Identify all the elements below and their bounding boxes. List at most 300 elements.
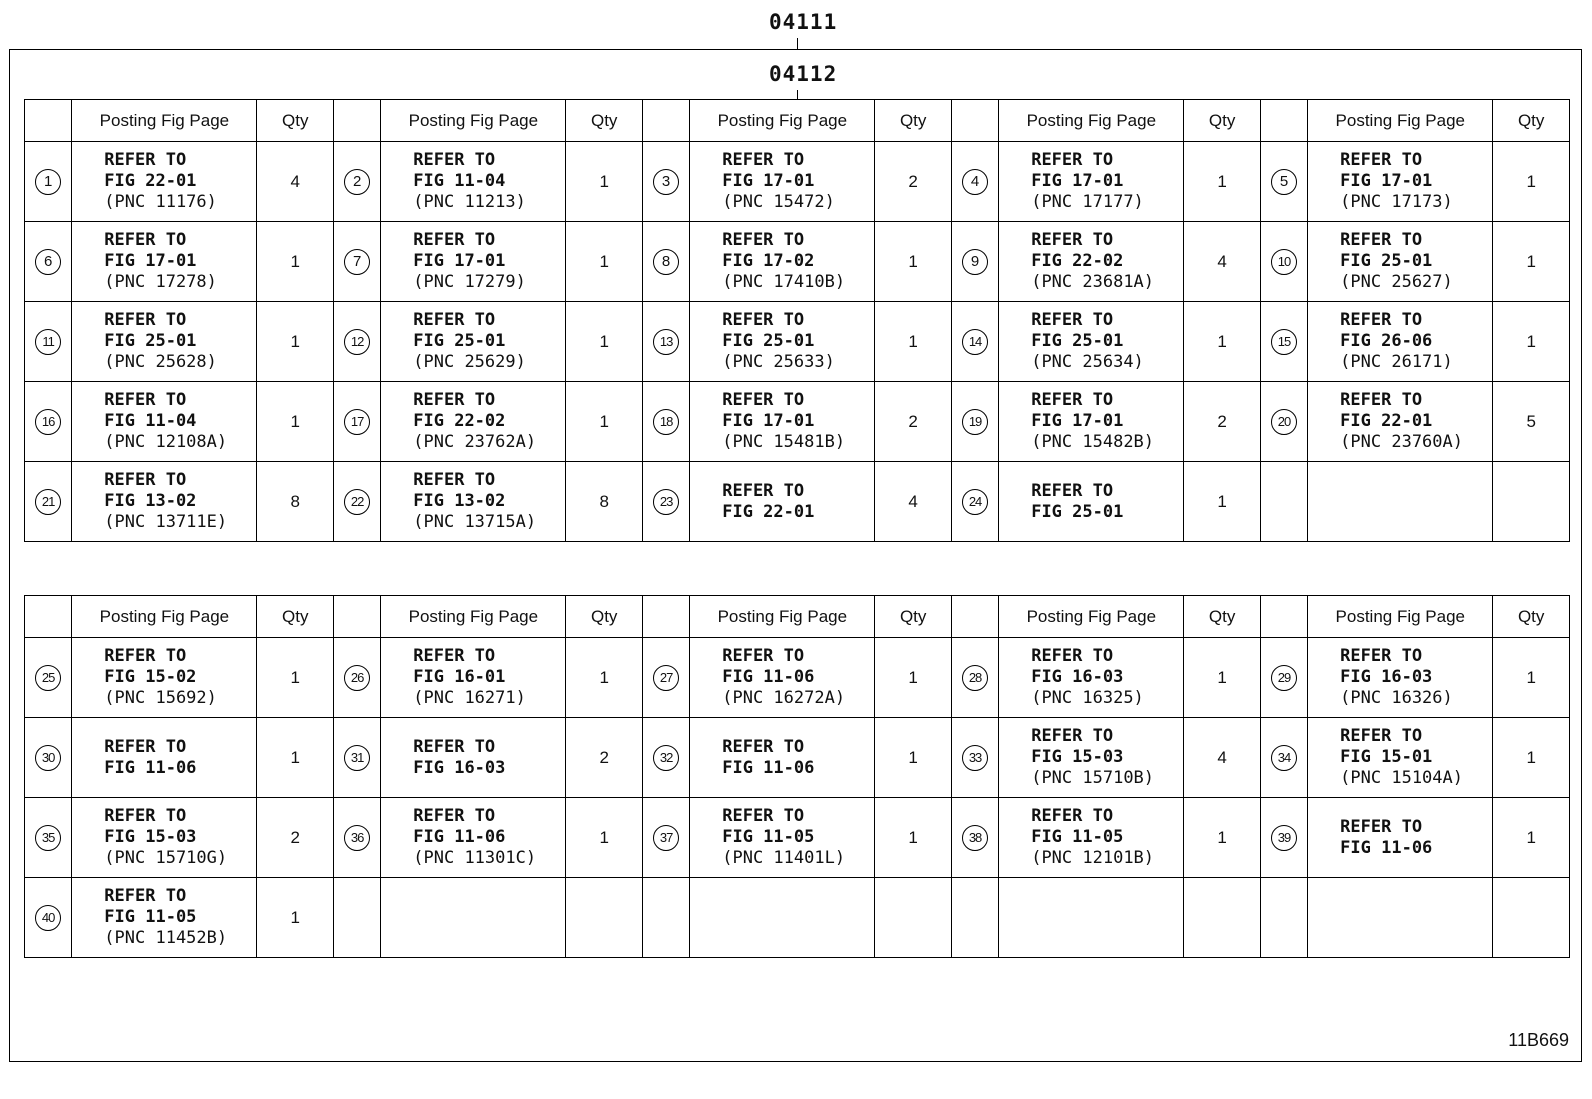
header-number-cell: [25, 100, 72, 142]
ref-number-cell: [642, 878, 689, 958]
posting-fig-cell: [1308, 382, 1493, 462]
header-number-cell: [642, 100, 689, 142]
refer-to-label: REFER TO: [1031, 646, 1114, 666]
posting-fig-cell: [999, 462, 1184, 542]
posting-fig-cell: [690, 382, 875, 462]
header-qty: Qty: [1184, 596, 1260, 638]
posting-fig-cell: [381, 142, 566, 222]
ref-number-cell: [1260, 302, 1307, 382]
pnc-reference: (PNC 15482B): [1031, 432, 1155, 452]
fig-reference: FIG 17-01: [1340, 171, 1433, 191]
fig-reference: FIG 17-01: [722, 171, 815, 191]
refer-to-label: REFER TO: [1031, 230, 1114, 250]
fig-reference: FIG 22-01: [1340, 411, 1433, 431]
refer-to-label: REFER TO: [104, 230, 187, 250]
ref-number-cell: [333, 222, 380, 302]
pnc-reference: (PNC 17173): [1340, 192, 1453, 212]
header-posting-fig-page: Posting Fig Page: [72, 100, 257, 142]
posting-fig-cell: [690, 638, 875, 718]
reference-table-upper: [24, 99, 1570, 542]
header-posting-fig-page: Posting Fig Page: [72, 596, 257, 638]
posting-fig-cell: [381, 462, 566, 542]
ref-number-cell: [1260, 142, 1307, 222]
fig-reference: FIG 25-01: [722, 331, 815, 351]
qty-cell: 1: [875, 302, 951, 382]
fig-reference: FIG 15-01: [1340, 747, 1433, 767]
posting-fig-cell: [381, 638, 566, 718]
ref-number-callout: 34: [1271, 745, 1297, 771]
ref-number-cell: [642, 718, 689, 798]
refer-to-label: REFER TO: [413, 230, 496, 250]
posting-fig-cell: [72, 142, 257, 222]
fig-reference: FIG 11-04: [104, 411, 197, 431]
pnc-reference: (PNC 11301C): [413, 848, 537, 868]
ref-number-callout: 8: [653, 249, 679, 275]
ref-number-cell: [951, 302, 998, 382]
ref-number-cell: [25, 382, 72, 462]
ref-number-cell: [25, 222, 72, 302]
ref-number-callout: 4: [962, 169, 988, 195]
qty-cell: 2: [875, 382, 951, 462]
refer-to-label: REFER TO: [413, 470, 496, 490]
ref-number-callout: 7: [344, 249, 370, 275]
posting-fig-cell: [72, 462, 257, 542]
table-row: [25, 798, 1570, 878]
ref-number-cell: [333, 302, 380, 382]
header-number-cell: [1260, 100, 1307, 142]
refer-to-label: REFER TO: [104, 806, 187, 826]
header-number-cell: [1260, 596, 1307, 638]
fig-reference: FIG 17-01: [413, 251, 506, 271]
ref-number-callout: 31: [344, 745, 370, 771]
ref-number-callout: 27: [653, 665, 679, 691]
qty-cell: [875, 878, 951, 958]
pnc-reference: (PNC 13711E): [104, 512, 228, 532]
qty-cell: 2: [566, 718, 642, 798]
refer-to-label: REFER TO: [722, 310, 805, 330]
refer-to-label: REFER TO: [1031, 310, 1114, 330]
header-qty: Qty: [1493, 596, 1570, 638]
ref-number-cell: [1260, 638, 1307, 718]
fig-reference: FIG 22-01: [104, 171, 197, 191]
refer-to-label: REFER TO: [722, 736, 805, 757]
ref-number-cell: [642, 302, 689, 382]
pnc-reference: (PNC 15692): [104, 688, 217, 708]
qty-cell: 1: [875, 718, 951, 798]
ref-number-cell: [333, 462, 380, 542]
header-posting-fig-page: Posting Fig Page: [999, 100, 1184, 142]
ref-number-callout: 32: [653, 745, 679, 771]
refer-to-label: REFER TO: [1340, 726, 1423, 746]
pnc-reference: (PNC 16326): [1340, 688, 1453, 708]
pnc-reference: (PNC 16271): [413, 688, 526, 708]
refer-to-label: REFER TO: [413, 310, 496, 330]
fig-reference: FIG 13-02: [104, 491, 197, 511]
fig-reference: FIG 17-02: [722, 251, 815, 271]
refer-to-label: REFER TO: [413, 806, 496, 826]
refer-to-label: REFER TO: [413, 390, 496, 410]
ref-number-cell: [25, 462, 72, 542]
fig-reference: FIG 11-04: [413, 171, 506, 191]
subgroup-label: 04112: [769, 62, 838, 86]
refer-to-label: REFER TO: [1340, 310, 1423, 330]
posting-fig-cell: [999, 302, 1184, 382]
posting-fig-cell: [72, 382, 257, 462]
qty-cell: 1: [875, 798, 951, 878]
ref-number-callout: 37: [653, 825, 679, 851]
ref-number-cell: [333, 798, 380, 878]
ref-number-callout: 10: [1271, 249, 1297, 275]
pnc-reference: (PNC 23681A): [1031, 272, 1155, 292]
posting-fig-cell: [690, 142, 875, 222]
table-row: [25, 638, 1570, 718]
ref-number-cell: [1260, 382, 1307, 462]
header-posting-fig-page: Posting Fig Page: [381, 596, 566, 638]
qty-cell: 1: [257, 382, 333, 462]
refer-to-label: REFER TO: [1340, 646, 1423, 666]
ref-number-cell: [951, 878, 998, 958]
refer-to-label: REFER TO: [722, 480, 805, 501]
refer-to-label: REFER TO: [104, 646, 187, 666]
ref-number-cell: [642, 382, 689, 462]
qty-cell: 1: [566, 222, 642, 302]
fig-reference: FIG 25-01: [1031, 501, 1124, 522]
posting-fig-cell: [72, 718, 257, 798]
pnc-reference: (PNC 11401L): [722, 848, 846, 868]
qty-cell: 1: [566, 302, 642, 382]
refer-to-label: REFER TO: [104, 736, 187, 757]
figure-code: 11B669: [1508, 1030, 1569, 1050]
qty-cell: 1: [875, 638, 951, 718]
qty-cell: 2: [875, 142, 951, 222]
table-header-row: [25, 596, 1570, 638]
qty-cell: 1: [1184, 798, 1260, 878]
table-row: [25, 142, 1570, 222]
posting-fig-cell: [999, 798, 1184, 878]
header-qty: Qty: [1493, 100, 1570, 142]
posting-fig-cell: [999, 638, 1184, 718]
fig-reference: FIG 11-06: [722, 667, 815, 687]
qty-cell: 1: [257, 718, 333, 798]
ref-number-cell: [951, 222, 998, 302]
posting-fig-cell: [381, 798, 566, 878]
qty-cell: 1: [566, 638, 642, 718]
qty-cell: 1: [1184, 638, 1260, 718]
ref-number-cell: [951, 462, 998, 542]
qty-cell: 1: [875, 222, 951, 302]
refer-to-label: REFER TO: [1031, 726, 1114, 746]
pnc-reference: (PNC 23760A): [1340, 432, 1463, 452]
fig-reference: FIG 11-05: [104, 907, 197, 927]
refer-to-label: REFER TO: [722, 646, 805, 666]
pnc-reference: (PNC 11176): [104, 192, 217, 212]
ref-number-callout: 19: [962, 409, 988, 435]
posting-fig-cell: [999, 382, 1184, 462]
ref-number-cell: [951, 798, 998, 878]
pnc-reference: (PNC 15710G): [104, 848, 228, 868]
qty-cell: 1: [566, 382, 642, 462]
ref-number-cell: [1260, 718, 1307, 798]
fig-reference: FIG 17-01: [722, 411, 815, 431]
fig-reference: FIG 25-01: [413, 331, 506, 351]
posting-fig-cell: [72, 222, 257, 302]
header-posting-fig-page: Posting Fig Page: [690, 596, 875, 638]
ref-number-cell: [25, 878, 72, 958]
ref-number-cell: [1260, 798, 1307, 878]
pnc-reference: (PNC 12101B): [1031, 848, 1155, 868]
posting-fig-cell: [690, 302, 875, 382]
ref-number-callout: 29: [1271, 665, 1297, 691]
pnc-reference: (PNC 25633): [722, 352, 835, 372]
table-row: [25, 462, 1570, 542]
ref-number-callout: 6: [35, 249, 61, 275]
pnc-reference: (PNC 17410B): [722, 272, 846, 292]
fig-reference: FIG 25-01: [1031, 331, 1124, 351]
pnc-reference: (PNC 11452B): [104, 928, 228, 948]
posting-fig-cell: [999, 878, 1184, 958]
ref-number-cell: [333, 878, 380, 958]
posting-fig-cell: [72, 638, 257, 718]
refer-to-label: REFER TO: [1031, 150, 1114, 170]
fig-reference: FIG 22-01: [722, 501, 815, 522]
ref-number-callout: 11: [35, 329, 61, 355]
reference-table-lower: [24, 595, 1570, 958]
pnc-reference: (PNC 25629): [413, 352, 526, 372]
posting-fig-cell: [1308, 718, 1493, 798]
posting-fig-cell: [381, 382, 566, 462]
qty-cell: 1: [1493, 638, 1570, 718]
ref-number-cell: [951, 718, 998, 798]
ref-number-callout: 18: [653, 409, 679, 435]
ref-number-cell: [951, 638, 998, 718]
refer-to-label: REFER TO: [1031, 390, 1114, 410]
qty-cell: 4: [1184, 222, 1260, 302]
ref-number-cell: [333, 638, 380, 718]
qty-cell: 2: [1184, 382, 1260, 462]
fig-reference: FIG 26-06: [1340, 331, 1433, 351]
fig-reference: FIG 17-01: [1031, 411, 1124, 431]
fig-reference: FIG 16-03: [1340, 667, 1433, 687]
posting-fig-cell: [690, 222, 875, 302]
ref-number-callout: 13: [653, 329, 679, 355]
refer-to-label: REFER TO: [722, 230, 805, 250]
table-row: [25, 302, 1570, 382]
header-number-cell: [951, 596, 998, 638]
refer-to-label: REFER TO: [1031, 480, 1114, 501]
ref-number-callout: 36: [344, 825, 370, 851]
header-posting-fig-page: Posting Fig Page: [1308, 596, 1493, 638]
posting-fig-cell: [72, 798, 257, 878]
qty-cell: 1: [1493, 142, 1570, 222]
refer-to-label: REFER TO: [722, 150, 805, 170]
table-row: [25, 718, 1570, 798]
header-number-cell: [951, 100, 998, 142]
qty-cell: [1493, 878, 1570, 958]
ref-number-cell: [1260, 462, 1307, 542]
ref-number-cell: [951, 382, 998, 462]
fig-reference: FIG 25-01: [1340, 251, 1433, 271]
fig-reference: FIG 16-01: [413, 667, 506, 687]
ref-number-cell: [25, 142, 72, 222]
ref-number-callout: 35: [35, 825, 61, 851]
ref-number-callout: 24: [962, 489, 988, 515]
header-posting-fig-page: Posting Fig Page: [690, 100, 875, 142]
ref-number-cell: [642, 222, 689, 302]
ref-number-callout: 30: [35, 745, 61, 771]
header-number-cell: [333, 596, 380, 638]
ref-number-callout: 15: [1271, 329, 1297, 355]
fig-reference: FIG 11-05: [1031, 827, 1124, 847]
refer-to-label: REFER TO: [104, 390, 187, 410]
ref-number-callout: 1: [35, 169, 61, 195]
header-number-cell: [642, 596, 689, 638]
qty-cell: [1493, 462, 1570, 542]
posting-fig-cell: [690, 718, 875, 798]
pnc-reference: (PNC 17177): [1031, 192, 1144, 212]
pnc-reference: (PNC 17278): [104, 272, 217, 292]
ref-number-callout: 22: [344, 489, 370, 515]
ref-number-cell: [25, 718, 72, 798]
fig-reference: FIG 16-03: [413, 757, 506, 778]
ref-number-cell: [333, 382, 380, 462]
qty-cell: 1: [257, 878, 333, 958]
posting-fig-cell: [690, 462, 875, 542]
pnc-reference: (PNC 12108A): [104, 432, 228, 452]
fig-reference: FIG 15-02: [104, 667, 197, 687]
table-header-row: [25, 100, 1570, 142]
pnc-reference: (PNC 15104A): [1340, 768, 1463, 788]
ref-number-callout: 20: [1271, 409, 1297, 435]
header-qty: Qty: [257, 100, 333, 142]
qty-cell: 1: [1493, 302, 1570, 382]
posting-fig-cell: [690, 878, 875, 958]
refer-to-label: REFER TO: [1340, 230, 1423, 250]
qty-cell: 1: [257, 222, 333, 302]
ref-number-cell: [1260, 878, 1307, 958]
posting-fig-cell: [1308, 878, 1493, 958]
ref-number-callout: 2: [344, 169, 370, 195]
pnc-reference: (PNC 15710B): [1031, 768, 1155, 788]
posting-fig-cell: [1308, 462, 1493, 542]
fig-reference: FIG 15-03: [104, 827, 197, 847]
posting-fig-cell: [999, 142, 1184, 222]
fig-reference: FIG 16-03: [1031, 667, 1124, 687]
header-qty: Qty: [566, 100, 642, 142]
posting-fig-cell: [1308, 638, 1493, 718]
fig-reference: FIG 17-01: [1031, 171, 1124, 191]
pnc-reference: (PNC 26171): [1340, 352, 1453, 372]
header-posting-fig-page: Posting Fig Page: [999, 596, 1184, 638]
qty-cell: 1: [257, 302, 333, 382]
pnc-reference: (PNC 25628): [104, 352, 217, 372]
qty-cell: 1: [257, 638, 333, 718]
posting-fig-cell: [381, 718, 566, 798]
ref-number-callout: 14: [962, 329, 988, 355]
header-qty: Qty: [257, 596, 333, 638]
ref-number-callout: 17: [344, 409, 370, 435]
qty-cell: 2: [257, 798, 333, 878]
fig-reference: FIG 22-02: [413, 411, 506, 431]
ref-number-callout: 23: [653, 489, 679, 515]
refer-to-label: REFER TO: [1340, 816, 1423, 837]
qty-cell: 1: [1493, 222, 1570, 302]
posting-fig-cell: [1308, 222, 1493, 302]
posting-fig-cell: [72, 302, 257, 382]
table-row: [25, 382, 1570, 462]
pnc-reference: (PNC 15481B): [722, 432, 846, 452]
ref-number-cell: [25, 302, 72, 382]
header-posting-fig-page: Posting Fig Page: [381, 100, 566, 142]
fig-reference: FIG 11-06: [722, 757, 815, 778]
ref-number-cell: [25, 638, 72, 718]
fig-reference: FIG 25-01: [104, 331, 197, 351]
posting-fig-cell: [381, 302, 566, 382]
qty-cell: 1: [1184, 142, 1260, 222]
ref-number-cell: [333, 142, 380, 222]
refer-to-label: REFER TO: [104, 310, 187, 330]
qty-cell: 1: [1493, 798, 1570, 878]
fig-reference: FIG 15-03: [1031, 747, 1124, 767]
qty-cell: 8: [566, 462, 642, 542]
refer-to-label: REFER TO: [722, 390, 805, 410]
table-row: [25, 222, 1570, 302]
header-number-cell: [333, 100, 380, 142]
ref-number-callout: 12: [344, 329, 370, 355]
ref-number-callout: 16: [35, 409, 61, 435]
ref-number-cell: [333, 718, 380, 798]
qty-cell: 1: [1184, 462, 1260, 542]
posting-fig-cell: [999, 718, 1184, 798]
qty-cell: [566, 878, 642, 958]
posting-fig-cell: [690, 798, 875, 878]
ref-number-callout: 40: [35, 905, 61, 931]
refer-to-label: REFER TO: [1031, 806, 1114, 826]
pnc-reference: (PNC 15472): [722, 192, 835, 212]
fig-reference: FIG 22-02: [1031, 251, 1124, 271]
pnc-reference: (PNC 11213): [413, 192, 526, 212]
header-qty: Qty: [566, 596, 642, 638]
ref-number-callout: 21: [35, 489, 61, 515]
qty-cell: 5: [1493, 382, 1570, 462]
refer-to-label: REFER TO: [104, 470, 187, 490]
qty-cell: 1: [566, 798, 642, 878]
fig-reference: FIG 11-06: [104, 757, 197, 778]
ref-number-cell: [642, 462, 689, 542]
posting-fig-cell: [1308, 798, 1493, 878]
ref-number-cell: [951, 142, 998, 222]
header-qty: Qty: [1184, 100, 1260, 142]
ref-number-cell: [642, 638, 689, 718]
fig-reference: FIG 11-06: [413, 827, 506, 847]
pnc-reference: (PNC 25634): [1031, 352, 1144, 372]
posting-fig-cell: [381, 222, 566, 302]
ref-number-callout: 28: [962, 665, 988, 691]
posting-fig-cell: [381, 878, 566, 958]
refer-to-label: REFER TO: [413, 646, 496, 666]
ref-number-callout: 33: [962, 745, 988, 771]
qty-cell: 1: [566, 142, 642, 222]
fig-reference: FIG 13-02: [413, 491, 506, 511]
header-qty: Qty: [875, 596, 951, 638]
refer-to-label: REFER TO: [104, 150, 187, 170]
pnc-reference: (PNC 25627): [1340, 272, 1453, 292]
posting-fig-cell: [1308, 302, 1493, 382]
refer-to-label: REFER TO: [413, 150, 496, 170]
refer-to-label: REFER TO: [1340, 150, 1423, 170]
fig-reference: FIG 17-01: [104, 251, 197, 271]
pnc-reference: (PNC 17279): [413, 272, 526, 292]
qty-cell: 4: [1184, 718, 1260, 798]
